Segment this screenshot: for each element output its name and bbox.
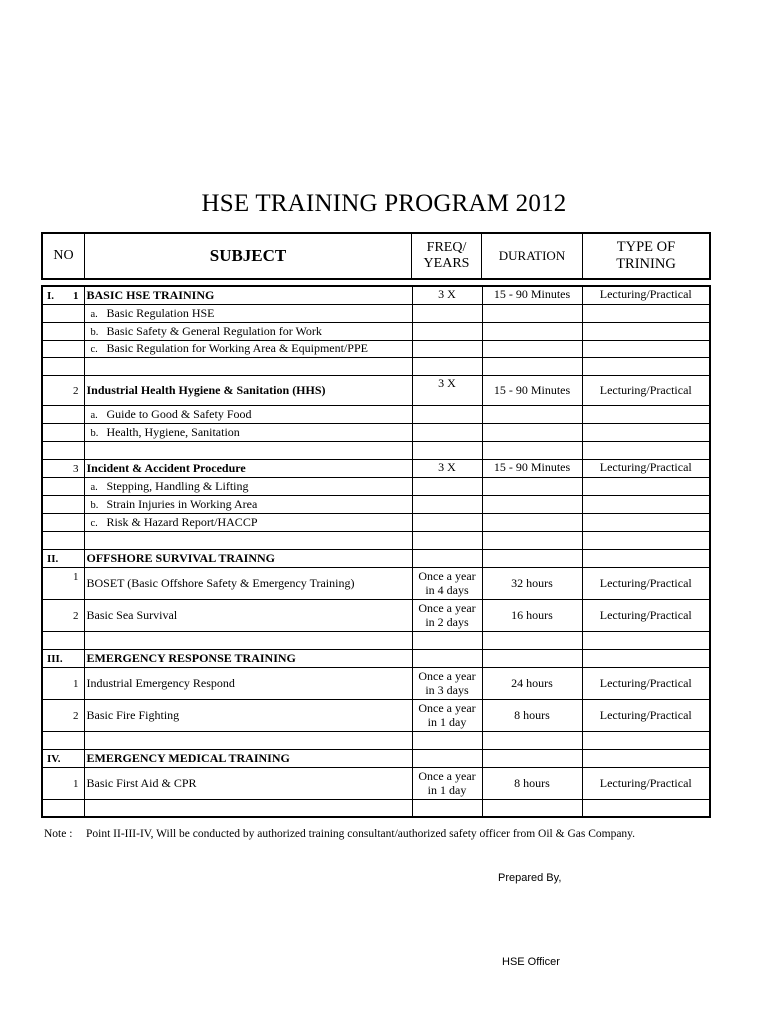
frequency-cell xyxy=(412,700,482,732)
table-row xyxy=(42,341,710,358)
frequency-line1: Once a year xyxy=(418,569,476,584)
training-type-cell xyxy=(582,376,710,406)
section-roman-numeral: III. xyxy=(47,652,63,665)
table-row xyxy=(42,496,710,514)
header-no: NO xyxy=(53,247,74,263)
duration-cell xyxy=(482,376,582,406)
subject-cell xyxy=(84,460,412,478)
header-type xyxy=(583,234,709,278)
row-number-cell xyxy=(42,496,84,514)
subject-cell xyxy=(84,668,412,700)
frequency-cell xyxy=(412,323,482,341)
training-type-cell xyxy=(582,568,710,600)
header-type-line1: TYPE OF xyxy=(616,239,676,256)
duration: 8 hours xyxy=(514,775,550,790)
frequency-line2: in 1 day xyxy=(427,782,467,797)
subject-cell xyxy=(84,600,412,632)
table-row xyxy=(42,768,710,800)
row-number: 1 xyxy=(73,289,79,302)
table-row xyxy=(42,650,710,668)
row-number-cell xyxy=(42,632,84,650)
row-number-cell xyxy=(42,514,84,532)
table-row xyxy=(42,600,710,632)
table-row xyxy=(42,732,710,750)
row-number: 1 xyxy=(73,571,79,583)
subject-cell xyxy=(84,424,412,442)
training-type-cell xyxy=(582,600,710,632)
subject-cell xyxy=(84,305,412,323)
frequency-line1: Once a year xyxy=(418,769,476,784)
item-subject: Basic Regulation HSE xyxy=(106,305,215,320)
duration-cell xyxy=(482,496,582,514)
item-letter: b. xyxy=(90,427,99,439)
row-subject: Industrial Health Hygiene & Sanitation (HHS) xyxy=(86,382,326,397)
hse-officer: HSE Officer xyxy=(502,956,560,968)
note-label: Note : xyxy=(44,828,73,840)
duration-cell xyxy=(482,305,582,323)
training-type: Lecturing/Practical xyxy=(599,707,692,722)
subject-cell xyxy=(84,358,412,376)
row-number-cell xyxy=(42,800,84,818)
frequency-cell xyxy=(412,550,482,568)
training-type-cell xyxy=(582,768,710,800)
frequency-line2: in 1 day xyxy=(427,714,467,729)
frequency-cell xyxy=(412,668,482,700)
frequency-cell xyxy=(412,305,482,323)
training-type: Lecturing/Practical xyxy=(599,287,692,301)
item-subject: Health, Hygiene, Sanitation xyxy=(106,424,240,439)
training-type-cell xyxy=(582,478,710,496)
table-row xyxy=(42,750,710,768)
duration-cell xyxy=(482,632,582,650)
training-type-cell xyxy=(582,323,710,341)
frequency-cell xyxy=(412,750,482,768)
frequency-line2: in 4 days xyxy=(425,582,469,597)
item-subject: Basic Safety & General Regulation for Work xyxy=(106,323,322,338)
row-subject: Basic First Aid & CPR xyxy=(86,775,197,790)
header-freq-line1: FREQ/ xyxy=(426,239,467,255)
duration-cell xyxy=(482,650,582,668)
row-subject: BOSET (Basic Offshore Safety & Emergency Training) xyxy=(86,575,355,590)
training-type-cell xyxy=(582,286,710,305)
item-subject: Stepping, Handling & Lifting xyxy=(106,478,249,493)
row-subject: Incident & Accident Procedure xyxy=(86,460,246,475)
subject-cell xyxy=(84,286,412,305)
header-duration: DURATION xyxy=(498,247,566,263)
subject-cell xyxy=(84,406,412,424)
table-row xyxy=(42,358,710,376)
frequency-cell xyxy=(412,650,482,668)
duration-cell xyxy=(482,532,582,550)
table-row xyxy=(42,478,710,496)
row-number-cell xyxy=(42,442,84,460)
table-row xyxy=(42,323,710,341)
duration: 8 hours xyxy=(514,707,550,722)
table-row xyxy=(42,632,710,650)
duration: 15 - 90 Minutes xyxy=(493,383,571,398)
note-text: Point II-III-IV, Will be conducted by authorized training consultant/authorized safety officer from Oil & Gas Company. xyxy=(86,828,636,840)
frequency-line1: Once a year xyxy=(418,701,476,716)
duration-cell xyxy=(482,732,582,750)
duration-cell xyxy=(482,514,582,532)
frequency-line1: Once a year xyxy=(418,669,476,684)
item-letter: a. xyxy=(90,308,98,320)
frequency-cell xyxy=(412,800,482,818)
training-type-cell xyxy=(582,442,710,460)
duration-cell xyxy=(482,600,582,632)
duration-cell xyxy=(482,406,582,424)
subject-cell xyxy=(84,496,412,514)
subject-cell xyxy=(84,478,412,496)
table-header xyxy=(41,232,711,280)
training-type-cell xyxy=(582,668,710,700)
frequency-line1: Once a year xyxy=(418,601,476,616)
subject-cell xyxy=(84,341,412,358)
table-row xyxy=(42,700,710,732)
item-subject: Risk & Hazard Report/HACCP xyxy=(106,514,258,529)
frequency-cell xyxy=(412,286,482,305)
header-freq-line2: YEARS xyxy=(423,256,470,271)
training-type: Lecturing/Practical xyxy=(599,775,692,790)
section-roman-numeral: I. xyxy=(47,289,55,302)
subject-cell xyxy=(84,568,412,600)
training-type-cell xyxy=(582,341,710,358)
duration-cell xyxy=(482,424,582,442)
row-number-cell xyxy=(42,358,84,376)
table-row xyxy=(42,424,710,442)
training-type: Lecturing/Practical xyxy=(599,383,692,398)
subject-cell xyxy=(84,442,412,460)
row-number: 2 xyxy=(73,609,79,622)
duration-cell xyxy=(482,323,582,341)
duration-cell xyxy=(482,286,582,305)
frequency-cell xyxy=(412,358,482,376)
row-number-cell xyxy=(42,323,84,341)
duration-cell xyxy=(482,568,582,600)
frequency-cell xyxy=(412,442,482,460)
training-type-cell xyxy=(582,632,710,650)
table-row xyxy=(42,800,710,818)
table-row xyxy=(42,550,710,568)
subject-cell xyxy=(84,323,412,341)
duration-cell xyxy=(482,700,582,732)
page-title: HSE TRAINING PROGRAM 2012 xyxy=(201,190,567,217)
row-number-cell xyxy=(42,424,84,442)
row-number-cell xyxy=(42,550,84,568)
row-number-cell xyxy=(42,376,84,406)
duration-cell xyxy=(482,768,582,800)
row-number-cell xyxy=(42,700,84,732)
frequency-cell xyxy=(412,478,482,496)
frequency: 3 X xyxy=(438,376,456,390)
training-type-cell xyxy=(582,496,710,514)
frequency-cell xyxy=(412,600,482,632)
row-subject: BASIC HSE TRAINING xyxy=(86,287,215,302)
training-type-cell xyxy=(582,305,710,323)
subject-cell xyxy=(84,768,412,800)
row-number: 3 xyxy=(73,462,79,475)
row-number-cell xyxy=(42,650,84,668)
frequency-cell xyxy=(412,376,482,406)
duration-cell xyxy=(482,358,582,376)
training-type-cell xyxy=(582,750,710,768)
training-type: Lecturing/Practical xyxy=(599,675,692,690)
item-letter: a. xyxy=(90,481,98,493)
training-type: Lecturing/Practical xyxy=(599,460,692,474)
duration-cell xyxy=(482,550,582,568)
item-subject: Basic Regulation for Working Area & Equipment/PPE xyxy=(106,341,368,356)
prepared-by: Prepared By, xyxy=(498,872,562,884)
duration-cell xyxy=(482,460,582,478)
row-number: 2 xyxy=(73,384,79,397)
table-row xyxy=(42,286,710,305)
duration-cell xyxy=(482,750,582,768)
row-number-cell xyxy=(42,305,84,323)
item-letter: b. xyxy=(90,326,99,338)
note xyxy=(44,828,635,840)
row-number: 2 xyxy=(73,709,79,722)
frequency: 3 X xyxy=(438,287,456,301)
table-row xyxy=(42,406,710,424)
subject-cell xyxy=(84,732,412,750)
table-row xyxy=(42,376,710,406)
frequency-cell xyxy=(412,406,482,424)
row-number-cell xyxy=(42,532,84,550)
row-subject: Basic Fire Fighting xyxy=(86,707,180,722)
row-number-cell xyxy=(42,341,84,358)
training-type-cell xyxy=(582,800,710,818)
frequency-cell xyxy=(412,732,482,750)
frequency-cell xyxy=(412,424,482,442)
subject-cell xyxy=(84,550,412,568)
training-type-cell xyxy=(582,650,710,668)
header-freq xyxy=(412,234,481,278)
duration: 15 - 90 Minutes xyxy=(493,460,571,474)
training-type-cell xyxy=(582,406,710,424)
row-number-cell xyxy=(42,478,84,496)
row-number-cell xyxy=(42,568,84,600)
row-number-cell xyxy=(42,668,84,700)
row-number-cell xyxy=(42,600,84,632)
duration-cell xyxy=(482,800,582,818)
row-number-cell xyxy=(42,732,84,750)
item-subject: Guide to Good & Safety Food xyxy=(106,406,252,421)
subject-cell xyxy=(84,700,412,732)
item-letter: a. xyxy=(90,409,98,421)
row-number-cell xyxy=(42,406,84,424)
section-roman-numeral: IV. xyxy=(47,752,61,765)
row-subject: EMERGENCY MEDICAL TRAINING xyxy=(86,750,290,765)
duration: 15 - 90 Minutes xyxy=(493,287,571,301)
frequency-line2: in 3 days xyxy=(425,682,469,697)
table-row xyxy=(42,514,710,532)
training-type-cell xyxy=(582,460,710,478)
row-number: 1 xyxy=(73,677,79,690)
training-table xyxy=(41,285,711,818)
row-number-cell xyxy=(42,750,84,768)
frequency-line2: in 2 days xyxy=(425,614,469,629)
subject-cell xyxy=(84,750,412,768)
duration: 32 hours xyxy=(511,575,553,590)
training-type-cell xyxy=(582,532,710,550)
row-number-cell xyxy=(42,460,84,478)
table-row xyxy=(42,532,710,550)
duration-cell xyxy=(482,341,582,358)
subject-cell xyxy=(84,650,412,668)
row-subject: Basic Sea Survival xyxy=(86,607,178,622)
subject-cell xyxy=(84,800,412,818)
item-letter: b. xyxy=(90,499,99,511)
training-type: Lecturing/Practical xyxy=(599,607,692,622)
item-letter: c. xyxy=(90,344,98,356)
duration-cell xyxy=(482,668,582,700)
frequency-cell xyxy=(412,568,482,600)
frequency-cell xyxy=(412,460,482,478)
duration-cell xyxy=(482,442,582,460)
row-number: 1 xyxy=(73,777,79,790)
duration: 24 hours xyxy=(511,675,553,690)
table-row xyxy=(42,305,710,323)
frequency-cell xyxy=(412,496,482,514)
section-roman-numeral: II. xyxy=(47,552,59,565)
training-type: Lecturing/Practical xyxy=(599,575,692,590)
row-number-cell xyxy=(42,768,84,800)
item-letter: c. xyxy=(90,517,98,529)
training-type-cell xyxy=(582,732,710,750)
frequency-cell xyxy=(412,632,482,650)
table-row xyxy=(42,460,710,478)
frequency-cell xyxy=(412,514,482,532)
duration: 16 hours xyxy=(511,607,553,622)
table-row xyxy=(42,568,710,600)
frequency-cell xyxy=(412,768,482,800)
table-row xyxy=(42,442,710,460)
subject-cell xyxy=(84,376,412,406)
training-type-cell xyxy=(582,358,710,376)
training-type-cell xyxy=(582,514,710,532)
row-subject: Industrial Emergency Respond xyxy=(86,675,235,690)
row-subject: EMERGENCY RESPONSE TRAINING xyxy=(86,650,296,665)
frequency-cell xyxy=(412,532,482,550)
header-subject: SUBJECT xyxy=(209,246,287,266)
row-number-cell xyxy=(42,286,84,305)
duration-cell xyxy=(482,478,582,496)
subject-cell xyxy=(84,532,412,550)
frequency: 3 X xyxy=(438,460,456,474)
item-subject: Strain Injuries in Working Area xyxy=(106,496,258,511)
row-subject: OFFSHORE SURVIVAL TRAINNG xyxy=(86,550,276,565)
training-type-cell xyxy=(582,550,710,568)
table-row xyxy=(42,668,710,700)
header-type-line2: TRINING xyxy=(616,256,676,272)
frequency-cell xyxy=(412,341,482,358)
training-type-cell xyxy=(582,700,710,732)
subject-cell xyxy=(84,514,412,532)
subject-cell xyxy=(84,632,412,650)
training-type-cell xyxy=(582,424,710,442)
